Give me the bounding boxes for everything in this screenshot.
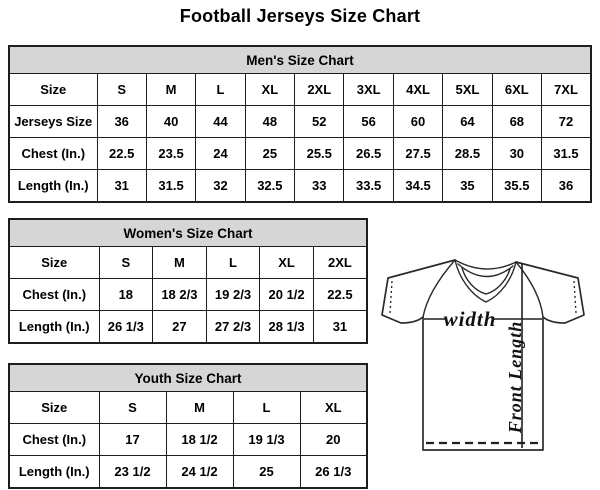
page-title: Football Jerseys Size Chart <box>179 6 421 26</box>
jersey-right-sleeve <box>516 262 584 323</box>
size-column-header: XL <box>245 74 294 106</box>
value-cell: 19 2/3 <box>206 279 260 311</box>
size-column-header: 3XL <box>344 74 393 106</box>
size-column-header: 4XL <box>393 74 442 106</box>
value-cell: 20 <box>300 424 367 456</box>
value-cell: 35.5 <box>492 170 541 203</box>
value-cell: 25.5 <box>295 138 344 170</box>
value-cell: 32 <box>196 170 245 203</box>
value-cell: 32.5 <box>245 170 294 203</box>
collar-back-arc <box>455 260 516 269</box>
size-column-header: 5XL <box>443 74 492 106</box>
jersey-body <box>423 317 543 450</box>
value-cell: 26 1/3 <box>300 456 367 489</box>
row-label: Chest (In.) <box>9 424 99 456</box>
value-cell: 33.5 <box>344 170 393 203</box>
size-column-header: XL <box>260 247 314 279</box>
mens-size-table <box>8 45 592 203</box>
value-cell: 68 <box>492 106 541 138</box>
table-row <box>9 138 591 170</box>
front-length-label: Front Length <box>505 320 525 434</box>
womens-table-title: Women's Size Chart <box>9 219 367 247</box>
value-cell: 36 <box>542 170 591 203</box>
size-column-header: M <box>146 74 195 106</box>
womens-header-row <box>9 247 367 279</box>
value-cell: 26 1/3 <box>99 311 153 344</box>
table-row <box>9 279 367 311</box>
value-cell: 27 2/3 <box>206 311 260 344</box>
size-row-label: Size <box>9 247 99 279</box>
size-column-header: L <box>206 247 260 279</box>
width-label: width <box>443 307 497 331</box>
value-cell: 31.5 <box>146 170 195 203</box>
size-column-header: 2XL <box>295 74 344 106</box>
size-column-header: S <box>99 247 153 279</box>
row-label: Chest (In.) <box>9 138 97 170</box>
womens-size-table <box>8 218 368 344</box>
youth-size-table <box>8 363 368 489</box>
value-cell: 48 <box>245 106 294 138</box>
mens-table-title-row <box>9 46 591 74</box>
left-cuff-dashed-line <box>390 281 392 313</box>
value-cell: 25 <box>245 138 294 170</box>
value-cell: 30 <box>492 138 541 170</box>
value-cell: 36 <box>97 106 146 138</box>
value-cell: 18 <box>99 279 153 311</box>
value-cell: 25 <box>233 456 300 489</box>
row-label: Length (In.) <box>9 456 99 489</box>
table-row <box>9 456 367 489</box>
value-cell: 28.5 <box>443 138 492 170</box>
size-column-header: L <box>196 74 245 106</box>
table-row <box>9 311 367 344</box>
size-column-header: M <box>166 392 233 424</box>
value-cell: 40 <box>146 106 195 138</box>
value-cell: 31.5 <box>542 138 591 170</box>
value-cell: 44 <box>196 106 245 138</box>
size-column-header: S <box>97 74 146 106</box>
jersey-right-seam <box>516 262 543 317</box>
size-column-header: M <box>153 247 207 279</box>
value-cell: 18 1/2 <box>166 424 233 456</box>
value-cell: 56 <box>344 106 393 138</box>
size-column-header: L <box>233 392 300 424</box>
table-row <box>9 170 591 203</box>
row-label: Jerseys Size <box>9 106 97 138</box>
size-column-header: 7XL <box>542 74 591 106</box>
value-cell: 22.5 <box>97 138 146 170</box>
size-row-label: Size <box>9 74 97 106</box>
right-cuff-dashed-line <box>574 281 576 313</box>
value-cell: 27.5 <box>393 138 442 170</box>
value-cell: 24 1/2 <box>166 456 233 489</box>
value-cell: 31 <box>97 170 146 203</box>
youth-header-row <box>9 392 367 424</box>
value-cell: 23.5 <box>146 138 195 170</box>
womens-table-title-row <box>9 219 367 247</box>
value-cell: 22.5 <box>313 279 367 311</box>
size-column-header: 6XL <box>492 74 541 106</box>
value-cell: 64 <box>443 106 492 138</box>
value-cell: 23 1/2 <box>99 456 166 489</box>
row-label: Chest (In.) <box>9 279 99 311</box>
jersey-measurement-diagram <box>370 215 600 490</box>
value-cell: 34.5 <box>393 170 442 203</box>
value-cell: 17 <box>99 424 166 456</box>
table-row <box>9 106 591 138</box>
row-label: Length (In.) <box>9 311 99 344</box>
value-cell: 52 <box>295 106 344 138</box>
size-row-label: Size <box>9 392 99 424</box>
value-cell: 20 1/2 <box>260 279 314 311</box>
value-cell: 35 <box>443 170 492 203</box>
row-label: Length (In.) <box>9 170 97 203</box>
mens-table-title: Men's Size Chart <box>9 46 591 74</box>
value-cell: 31 <box>313 311 367 344</box>
value-cell: 18 2/3 <box>153 279 207 311</box>
value-cell: 24 <box>196 138 245 170</box>
value-cell: 27 <box>153 311 207 344</box>
size-column-header: 2XL <box>313 247 367 279</box>
size-column-header: S <box>99 392 166 424</box>
value-cell: 33 <box>295 170 344 203</box>
size-column-header: XL <box>300 392 367 424</box>
value-cell: 26.5 <box>344 138 393 170</box>
value-cell: 60 <box>393 106 442 138</box>
youth-table-title: Youth Size Chart <box>9 364 367 392</box>
table-row <box>9 424 367 456</box>
value-cell: 72 <box>542 106 591 138</box>
mens-header-row <box>9 74 591 106</box>
value-cell: 19 1/3 <box>233 424 300 456</box>
value-cell: 28 1/3 <box>260 311 314 344</box>
youth-table-title-row <box>9 364 367 392</box>
